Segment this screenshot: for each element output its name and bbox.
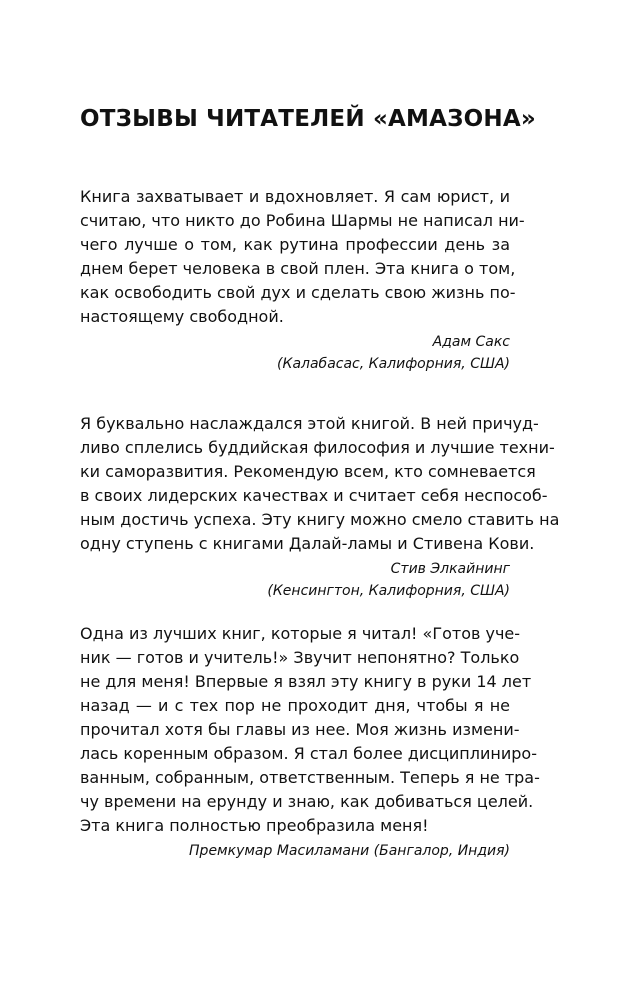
review-text-line: ки саморазвития. Рекомендую всем, кто сомневается [80,462,536,481]
review-2 [80,412,560,602]
review-text-line: ным достичь успеха. Эту книгу можно смело ставить на [80,510,560,529]
review-text-line: одну ступень с книгами Далай-ламы и Стивена Кови. [80,534,535,553]
review-text-line: Я буквально наслаждался этой книгой. В ней причуд- [80,414,539,433]
review-text-line: Одна из лучших книг, которые я читал! «Готов уче- [80,624,521,643]
review-text-line: назад — и с тех пор не проходит дня, чтобы я не [80,696,510,715]
review-author: Стив Элкайнинг [390,561,510,577]
review-text-line: Книга захватывает и вдохновляет. Я сам юрист, и [80,187,510,206]
review-text-line: настоящему свободной. [80,307,284,326]
review-text-line: считаю, что никто до Робина Шармы не написал ни- [80,211,525,230]
review-author-location: (Кенсингтон, Калифорния, США) [267,583,510,599]
review-author: Адам Сакс [432,334,510,350]
review-3 [80,622,540,862]
review-text-line: чего лучше о том, как рутина профессии день за [80,235,510,254]
review-text-line: в своих лидерских качествах и считает себя неспособ- [80,486,548,505]
review-text-line: ник — готов и учитель!» Звучит непонятно? Только [80,648,520,667]
review-text-line: лась коренным образом. Я стал более дисциплиниро- [80,744,537,763]
review-author-location: (Калабасас, Калифорния, США) [277,356,510,372]
review-text-line: ливо сплелись буддийская философия и лучшие техни- [80,438,555,457]
review-text-line: не для меня! Впервые я взял эту книгу в руки 14 лет [80,672,532,691]
page-title: ОТЗЫВЫ ЧИТАТЕЛЕЙ «АМАЗОНА» [80,106,536,132]
review-text-line: как освободить свой дух и сделать свою жизнь по- [80,283,516,302]
review-text-line: днем берет человека в свой плен. Эта книга о том, [80,259,516,278]
review-text-line: Эта книга полностью преобразила меня! [80,816,429,835]
review-author: Премкумар Масиламани (Бангалор, Индия) [189,843,510,859]
review-text-line: чу времени на ерунду и знаю, как добиваться целей. [80,792,534,811]
review-text-line: прочитал хотя бы главы из нее. Моя жизнь измени- [80,720,520,739]
review-text-line: ванным, собранным, ответственным. Теперь я не тра- [80,768,540,787]
review-1 [80,185,525,375]
